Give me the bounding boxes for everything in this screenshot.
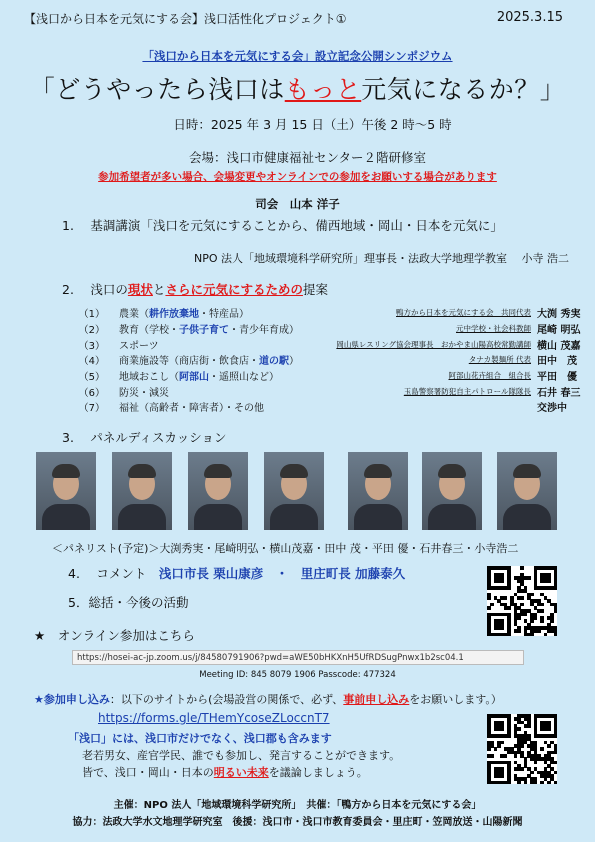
proposal-row — [0, 383, 595, 399]
proposal-organization — [324, 383, 537, 399]
proposal-topic — [119, 336, 324, 352]
topic-post: ） — [289, 356, 299, 368]
proposal-organization — [324, 336, 537, 352]
note3-post: を議論しましょう。 — [268, 766, 368, 779]
proposal-number: （1） — [78, 309, 105, 321]
org-text: 阿部山花卉組合 組合長 — [448, 371, 531, 381]
discussion-note — [82, 764, 368, 780]
proposal-topic — [119, 321, 324, 337]
proposal-presenter: 大渕 秀実 — [537, 309, 581, 321]
section1-heading: 1. 基調講演「浅口を元気にすることから、備西地域・岡山・日本を元気に」 — [62, 218, 503, 233]
proposal-number: （5） — [78, 372, 105, 384]
apply-red: 事前申し込み — [343, 693, 410, 706]
proposal-number: （4） — [78, 356, 105, 368]
proposal-row — [0, 336, 595, 352]
org-text: 鴨方から日本を元気にする会 共同代表 — [396, 308, 531, 318]
proposal-presenter: 横山 茂嘉 — [537, 340, 581, 352]
proposal-number: （7） — [78, 403, 105, 415]
section2-prefix: 2. 浅口の — [62, 282, 128, 297]
proposal-topic — [119, 383, 324, 399]
form-link[interactable]: https://forms.gle/THemYcoseZLoccnT7 — [98, 711, 330, 725]
panelist-photo-3 — [188, 452, 248, 530]
footer-support: 協力：法政大学水文地理学研究室 後援：浅口市・浅口市教育委員会・里庄町・笠岡放送・山陽新聞 — [72, 817, 523, 828]
panelist-photo-4 — [264, 452, 324, 530]
proposal-topic — [119, 399, 324, 415]
proposal-organization — [324, 305, 537, 321]
title-emphasis: もっと — [284, 75, 362, 104]
topic-pre: 防災・減災 — [119, 387, 169, 399]
proposal-organization — [324, 368, 537, 384]
note3-pre: 皆で、浅口・岡山・日本の — [82, 766, 214, 779]
topic-post: ・遥照山など） — [209, 372, 279, 384]
note3-red: 明るい未来 — [213, 766, 269, 779]
event-datetime: 日時：2025 年 3 月 15 日（土）午後 2 時〜5 時 — [173, 117, 452, 132]
proposal-topic — [119, 305, 324, 321]
proposal-presenter: 石井 春三 — [537, 387, 581, 399]
title-before: 「どうやったら浅口は — [29, 75, 285, 104]
proposal-presenter: 交渉中 — [537, 403, 567, 415]
panelist-list: ＜パネリスト(予定)＞大渕秀実・尾崎明弘・横山茂嘉・田中 茂・平田 優・石井春三・小寺浩二 — [52, 542, 519, 555]
topic-pre: 商業施設等（商店街・飲食店・ — [119, 356, 259, 368]
main-title — [0, 70, 595, 106]
proposal-number: （3） — [78, 340, 105, 352]
proposal-row — [0, 352, 595, 368]
section2-red2: さらに元気にするための — [165, 282, 303, 297]
apply-star: ★ — [34, 693, 44, 706]
panelist-photo-1 — [36, 452, 96, 530]
org-text: タナカ製麺所 代表 — [468, 355, 531, 365]
topic-highlight: 耕作放棄地 — [149, 309, 199, 321]
panelist-photo-6 — [422, 452, 482, 530]
section4-heading — [68, 564, 405, 582]
apply-instructions — [34, 691, 502, 707]
meeting-info: Meeting ID: 845 8079 1906 Passcode: 477324 — [199, 670, 396, 680]
proposal-number: （2） — [78, 325, 105, 337]
section2-red1: 現状 — [127, 282, 153, 297]
header-date: 2025.3.15 — [496, 10, 563, 25]
topic-highlight: 道の駅 — [259, 356, 289, 368]
panelist-photo-5 — [348, 452, 408, 530]
online-qr-code — [487, 566, 557, 636]
event-venue: 会場：浅口市健康福祉センター２階研修室 — [188, 150, 426, 165]
apply-text1: ：以下のサイトから(会場設営の関係で、必ず、 — [109, 693, 344, 706]
proposal-list — [0, 305, 595, 415]
proposal-presenter: 尾崎 明弘 — [537, 325, 581, 337]
proposal-row — [0, 305, 595, 321]
topic-pre: 教育（学校・ — [119, 325, 179, 337]
proposal-number: （6） — [78, 387, 105, 399]
symposium-subtitle: 「浅口から日本を元気にする会」設立記念公開シンポジウム — [142, 49, 453, 63]
section5-heading: 5．総括・今後の活動 — [68, 595, 189, 610]
topic-pre: 農業（ — [119, 309, 149, 321]
proposal-organization — [324, 352, 537, 368]
topic-highlight: 阿部山 — [179, 372, 209, 384]
proposal-topic — [119, 368, 324, 384]
proposal-row — [0, 321, 595, 337]
section2-heading — [62, 280, 328, 298]
participation-note: 老若男女、産官学民、誰でも参加し、発言することができます。 — [82, 749, 401, 762]
org-text: 岡山県レスリング協会理事長 おかやま山陽高校常勤講師 — [336, 339, 531, 349]
proposal-row — [0, 399, 595, 415]
topic-pre: 地域おこし（ — [119, 372, 179, 384]
panelist-photo-7 — [497, 452, 557, 530]
form-qr-code — [487, 714, 557, 784]
topic-pre: スポーツ — [119, 340, 159, 352]
apply-text2: をお願いします。） — [409, 693, 502, 706]
section4-comment: 浅口市長 栗山康彦 ・ 里庄町長 加藤泰久 — [158, 566, 406, 581]
proposal-row — [0, 368, 595, 384]
panelist-photo-2 — [112, 452, 172, 530]
apply-label: 参加申し込み — [43, 693, 110, 706]
title-after: 元気になるか？」 — [361, 75, 566, 104]
mc-name: 司会 山本 洋子 — [255, 197, 340, 211]
scope-note: 「浅口」には、浅口市だけでなく、浅口郡も含みます — [68, 732, 332, 745]
capacity-notice: 参加希望者が多い場合、会場変更やオンラインでの参加をお願いする場合があります — [98, 171, 497, 183]
section2-mid: と — [152, 282, 166, 297]
topic-post: ・青少年育成） — [229, 325, 299, 337]
proposal-organization — [324, 399, 537, 415]
online-heading: ★ オンライン参加はこちら — [34, 628, 195, 643]
org-text: 玉島警察署防犯自主パトロール隊隊長 — [403, 386, 531, 396]
topic-pre: 福祉（高齢者・障害者）・その他 — [119, 403, 264, 415]
section3-heading: 3. パネルディスカッション — [62, 430, 227, 445]
footer-organizer: 主催：NPO 法人「地域環境科学研究所」 共催：「鴨方から日本を元気にする会」 — [113, 800, 482, 811]
keynote-speaker: NPO 法人「地域環境科学研究所」理事長・法政大学地理学教室 小寺 浩二 — [193, 252, 569, 265]
proposal-organization — [324, 321, 537, 337]
section4-prefix: 4. コメント — [68, 566, 159, 581]
proposal-presenter: 田中 茂 — [537, 356, 577, 368]
org-text: 元中学校・社会科教師 — [456, 324, 531, 334]
header-project-title: 【浅口から日本を元気にする会】浅口活性化プロジェクト① — [24, 12, 347, 26]
topic-post: ・特産品） — [199, 309, 249, 321]
zoom-link[interactable]: https://hosei-ac-jp.zoom.us/j/84580791906?pwd=aWE50bHKXnH5UfRDSugPnwx1b2sc04.1 — [72, 650, 524, 665]
topic-highlight: 子供子育て — [179, 325, 229, 337]
proposal-presenter: 平田 優 — [537, 372, 577, 384]
section2-suffix: 提案 — [302, 282, 328, 297]
proposal-topic — [119, 352, 324, 368]
